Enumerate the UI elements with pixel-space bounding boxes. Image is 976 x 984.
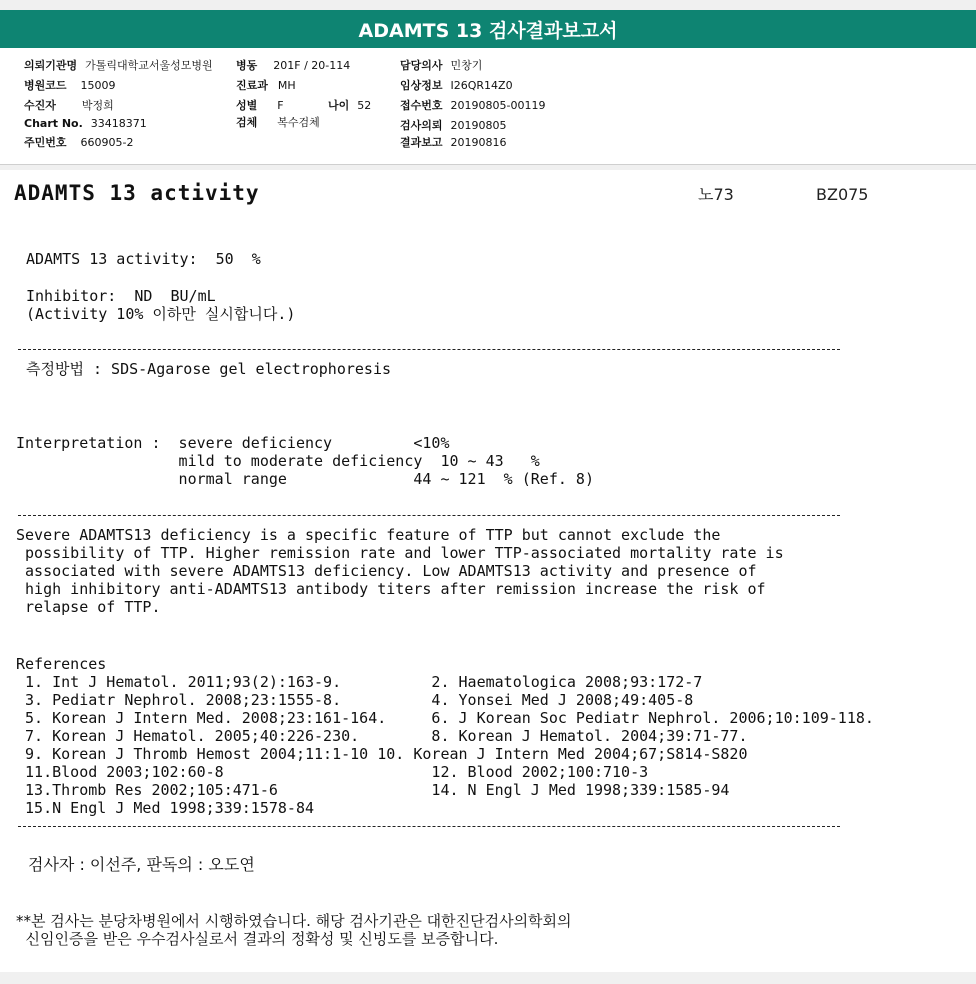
separator <box>18 349 840 350</box>
paragraph-line: high inhibitory anti-ADAMTS13 antibody titers after remission increase the risk of <box>16 580 766 598</box>
reference-row: 13.Thromb Res 2002;105:471-6 14. N Engl J Med 1998;339:1585-94 <box>16 781 730 799</box>
reference-row: 9. Korean J Thromb Hemost 2004;11:1-10 10. Korean J Intern Med 2004;67;S814-S820 <box>16 745 748 763</box>
paragraph-line: possibility of TTP. Higher remission rate and lower TTP-associated mortality rate is <box>16 544 784 562</box>
report-title: ADAMTS 13 검사결과보고서 <box>0 10 976 48</box>
patient-info-panel <box>0 48 976 165</box>
report-heading: ADAMTS 13 activity <box>14 181 260 205</box>
institution-field: 의뢰기관명 가톨릭대학교서울성모병원 <box>24 59 213 72</box>
specimen-field: 검체 복수검체 <box>236 116 320 129</box>
sex-field: 성별 F <box>236 99 284 112</box>
inhibitor-note: (Activity 10% 이하만 실시합니다.) <box>26 305 296 323</box>
chart-no-field: Chart No. 33418371 <box>24 117 147 130</box>
resident-no-field: 주민번호 660905-2 <box>24 136 134 149</box>
examiner-line: 검사자 : 이선주, 판독의 : 오도연 <box>28 855 255 874</box>
method-line: 측정방법 : SDS-Agarose gel electrophoresis <box>26 360 392 378</box>
doctor-field: 담당의사 민창기 <box>400 59 483 72</box>
reference-row: 11.Blood 2003;102:60-8 12. Blood 2002;100:710-3 <box>16 763 649 781</box>
report-body <box>0 170 976 972</box>
hospital-code-field: 병원코드 15009 <box>24 79 116 92</box>
reference-row: 5. Korean J Intern Med. 2008;23:161-164. 6. J Korean Soc Pediatr Nephrol. 2006;10:109-118. <box>16 709 874 727</box>
interpretation-line-3: normal range 44 ~ 121 % (Ref. 8) <box>16 470 594 488</box>
footer-note-1: **본 검사는 분당차병원에서 시행하였습니다. 해당 검사기관은 대한진단검사의학회의 <box>16 912 572 930</box>
clinical-info-field: 임상정보 I26QR14Z0 <box>400 79 513 92</box>
department-field: 진료과 MH <box>236 79 296 92</box>
report-date-field: 결과보고 20190816 <box>400 136 507 149</box>
inhibitor-result: Inhibitor: ND BU/mL <box>26 287 216 305</box>
paragraph-line: Severe ADAMTS13 deficiency is a specific feature of TTP but cannot exclude the <box>16 526 721 544</box>
reference-row: 7. Korean J Hematol. 2005;40:226-230. 8. Korean J Hematol. 2004;39:71-77. <box>16 727 748 745</box>
reference-row: 15.N Engl J Med 1998;339:1578-84 <box>16 799 315 817</box>
ward-field: 병동 201F / 20-114 <box>236 59 351 72</box>
receipt-no-field: 접수번호 20190805-00119 <box>400 99 546 112</box>
reference-row: 3. Pediatr Nephrol. 2008;23:1555-8. 4. Yonsei Med J 2008;49:405-8 <box>16 691 694 709</box>
interpretation-line-1: Interpretation : severe deficiency <10% <box>16 434 450 452</box>
paragraph-line: relapse of TTP. <box>16 598 161 616</box>
patient-field: 수진자 박정희 <box>24 99 114 112</box>
references-title: References <box>16 655 107 673</box>
paragraph-line: associated with severe ADAMTS13 deficiency. Low ADAMTS13 activity and presence of <box>16 562 757 580</box>
interpretation-line-2: mild to moderate deficiency 10 ~ 43 % <box>16 452 540 470</box>
request-date-field: 검사의뢰 20190805 <box>400 119 507 132</box>
separator <box>18 515 840 516</box>
handwritten-note-1: 노73 <box>698 185 734 204</box>
footer-note-2: 신임인증을 받은 우수검사실로서 결과의 정확성 및 신빙도를 보증합니다. <box>16 930 499 948</box>
activity-result: ADAMTS 13 activity: 50 % <box>26 250 261 268</box>
age-field: 나이 52 <box>328 99 372 112</box>
handwritten-note-2: BZ075 <box>816 185 869 204</box>
reference-row: 1. Int J Hematol. 2011;93(2):163-9. 2. Haematologica 2008;93:172-7 <box>16 673 703 691</box>
separator <box>18 826 840 827</box>
